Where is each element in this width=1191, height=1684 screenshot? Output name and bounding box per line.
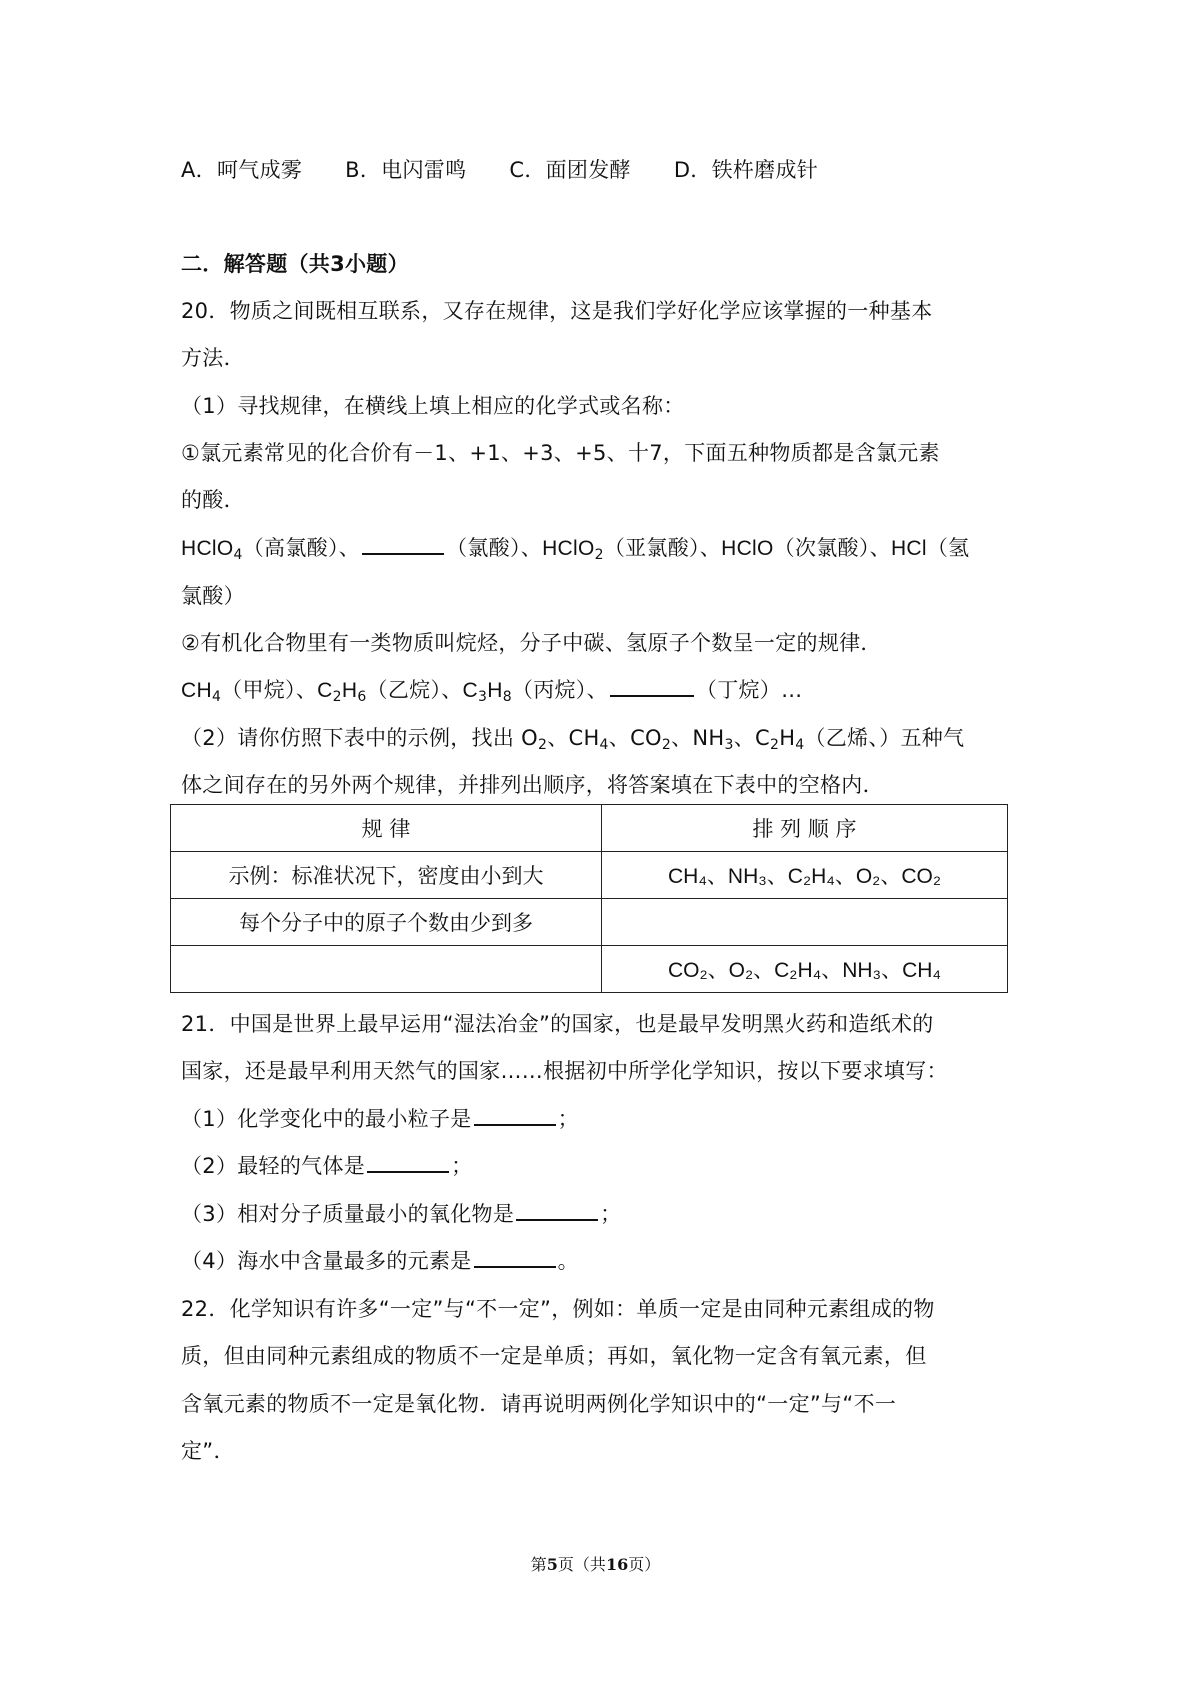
q21-blank-2[interactable] xyxy=(367,1151,449,1173)
q21-sub2-text: （2）最轻的气体是 xyxy=(181,1154,366,1178)
q21-blank-1[interactable] xyxy=(474,1104,556,1126)
q21-sub3 xyxy=(181,1198,621,1228)
formula-ch4: CH xyxy=(181,679,212,702)
sub-3: 3 xyxy=(724,737,734,753)
row2-rule: 每个分子中的原子个数由少到多 xyxy=(171,899,602,946)
q20-part2-line1 xyxy=(181,722,964,753)
sub-4: 4 xyxy=(233,547,243,563)
sub-2: 2 xyxy=(332,689,342,705)
row3-rule-cell[interactable] xyxy=(171,946,602,993)
name-hydrochloric-a: （氢 xyxy=(926,536,970,560)
section-title: 二．解答题（共3小题） xyxy=(181,252,409,276)
name-hypochlorous: （次氯酸）、 xyxy=(773,536,891,560)
hcl-name-cont: 氯酸） xyxy=(181,584,245,608)
option-b: B．电闪雷鸣 xyxy=(345,158,467,182)
chlorine-series xyxy=(181,532,969,563)
part2-text-a: （2）请你仿照下表中的示例，找出 O xyxy=(181,726,538,750)
option-c: C．面团发酵 xyxy=(509,158,631,182)
part2-text-f: H xyxy=(779,726,796,750)
q20-item1-line1: ①氯元素常见的化合价有－1、+1、+3、+5、十7，下面五种物质都是含氯元素 xyxy=(181,441,940,465)
chloric-acid-blank[interactable] xyxy=(362,533,444,555)
q21-sub1-text: （1）化学变化中的最小粒子是 xyxy=(181,1107,472,1131)
answer-options xyxy=(181,154,818,184)
footer-prefix: 第 xyxy=(530,1555,547,1574)
option-a: A．呵气成雾 xyxy=(181,158,303,182)
part2-text-e: 、C xyxy=(733,726,770,750)
row1-order: CH₄、NH₃、C₂H₄、O₂、CO₂ xyxy=(602,852,1008,899)
q20-item2: ②有机化合物里有一类物质叫烷烃，分子中碳、氢原子个数呈一定的规律． xyxy=(181,631,882,655)
semicolon: ； xyxy=(557,1107,579,1131)
q21-sub1 xyxy=(181,1103,579,1133)
name-chloric: （氯酸）、 xyxy=(446,536,543,560)
semicolon: ； xyxy=(451,1154,473,1178)
q22-line2: 质，但由同种元素组成的物质不一定是单质；再如，氧化物一定含有氧元素，但 xyxy=(181,1344,927,1368)
row2-order-cell[interactable] xyxy=(602,899,1008,946)
q21-sub3-text: （3）相对分子质量最小的氧化物是 xyxy=(181,1202,515,1226)
q21-sub2 xyxy=(181,1150,472,1180)
name-perchloric: （高氯酸）、 xyxy=(242,536,361,560)
q21-blank-4[interactable] xyxy=(474,1246,556,1268)
name-butane: （丁烷）… xyxy=(695,678,803,702)
header-rule: 规 律 xyxy=(171,805,602,852)
formula-h: H xyxy=(487,679,503,702)
formula-h: H xyxy=(341,679,358,702)
sub-4: 4 xyxy=(599,737,609,753)
sub-2: 2 xyxy=(594,547,604,563)
q20-part1: （1）寻找规律，在横线上填上相应的化学式或名称： xyxy=(181,394,685,418)
name-propane: （丙烷）、 xyxy=(511,678,608,702)
name-methane: （甲烷）、 xyxy=(221,678,318,702)
q21-line1: 21．中国是世界上最早运用“湿法冶金”的国家，也是最早发明黑火药和造纸术的 xyxy=(181,1012,934,1036)
formula-hclo: HClO xyxy=(721,537,774,560)
formula-c: C xyxy=(462,679,478,702)
sub-6: 6 xyxy=(357,689,367,705)
alkane-series xyxy=(181,674,802,705)
header-order: 排 列 顺 序 xyxy=(602,805,1008,852)
q22-line4: 定”． xyxy=(181,1439,235,1463)
footer-suffix: 页） xyxy=(628,1555,661,1574)
q21-blank-3[interactable] xyxy=(516,1199,598,1221)
part2-text-g: （乙烯、）五种气 xyxy=(804,726,965,750)
sub-4: 4 xyxy=(795,737,805,753)
q20-line2: 方法． xyxy=(181,346,245,370)
name-chlorous: （亚氯酸）、 xyxy=(603,536,722,560)
table-header-row xyxy=(171,805,1008,852)
table-row xyxy=(171,852,1008,899)
page-footer xyxy=(0,1552,1191,1575)
formula-c: C xyxy=(317,679,333,702)
part2-text-d: 、NH xyxy=(671,726,725,750)
rules-table xyxy=(170,804,1008,993)
q22-line3: 含氧元素的物质不一定是氧化物．请再说明两例化学知识中的“一定”与“不一 xyxy=(181,1392,897,1416)
footer-mid: 页（共 xyxy=(557,1555,606,1574)
semicolon: ； xyxy=(600,1202,622,1226)
part2-text-c: 、CO xyxy=(608,726,662,750)
formula-hclo2: HClO xyxy=(542,537,595,560)
q22-line1: 22．化学知识有许多“一定”与“不一定”，例如：单质一定是由同种元素组成的物 xyxy=(181,1297,935,1321)
q21-sub4-text: （4）海水中含量最多的元素是 xyxy=(181,1249,472,1273)
period: 。 xyxy=(557,1249,579,1273)
q20-item1-line2: 的酸． xyxy=(181,488,245,512)
q20-part2-line2: 体之间存在的另外两个规律，并排列出顺序，将答案填在下表中的空格内． xyxy=(181,773,884,797)
q20-line1: 20．物质之间既相互联系，又存在规律，这是我们学好化学应该掌握的一种基本 xyxy=(181,299,933,323)
sub-8: 8 xyxy=(502,689,512,705)
name-ethane: （乙烷）、 xyxy=(366,678,463,702)
sub-4: 4 xyxy=(211,689,222,705)
q21-sub4 xyxy=(181,1245,579,1275)
sub-2: 2 xyxy=(537,737,548,753)
formula-hcl: HCl xyxy=(890,537,927,560)
sub-2: 2 xyxy=(661,737,672,753)
row1-rule: 示例：标准状况下，密度由小到大 xyxy=(171,852,602,899)
part2-text-b: 、CH xyxy=(547,726,600,750)
sub-3: 3 xyxy=(478,689,488,705)
footer-total-pages: 16 xyxy=(605,1555,629,1574)
table-row xyxy=(171,946,1008,993)
formula-hclo4: HClO xyxy=(181,537,234,560)
footer-page-number: 5 xyxy=(546,1555,558,1574)
butane-blank[interactable] xyxy=(610,675,694,697)
row3-order: CO₂、O₂、C₂H₄、NH₃、CH₄ xyxy=(602,946,1008,993)
sub-2: 2 xyxy=(769,737,780,753)
option-d: D．铁杵磨成针 xyxy=(673,158,819,182)
q21-line2: 国家，还是最早利用天然气的国家……根据初中所学化学知识，按以下要求填写： xyxy=(181,1059,948,1083)
table-row xyxy=(171,899,1008,946)
